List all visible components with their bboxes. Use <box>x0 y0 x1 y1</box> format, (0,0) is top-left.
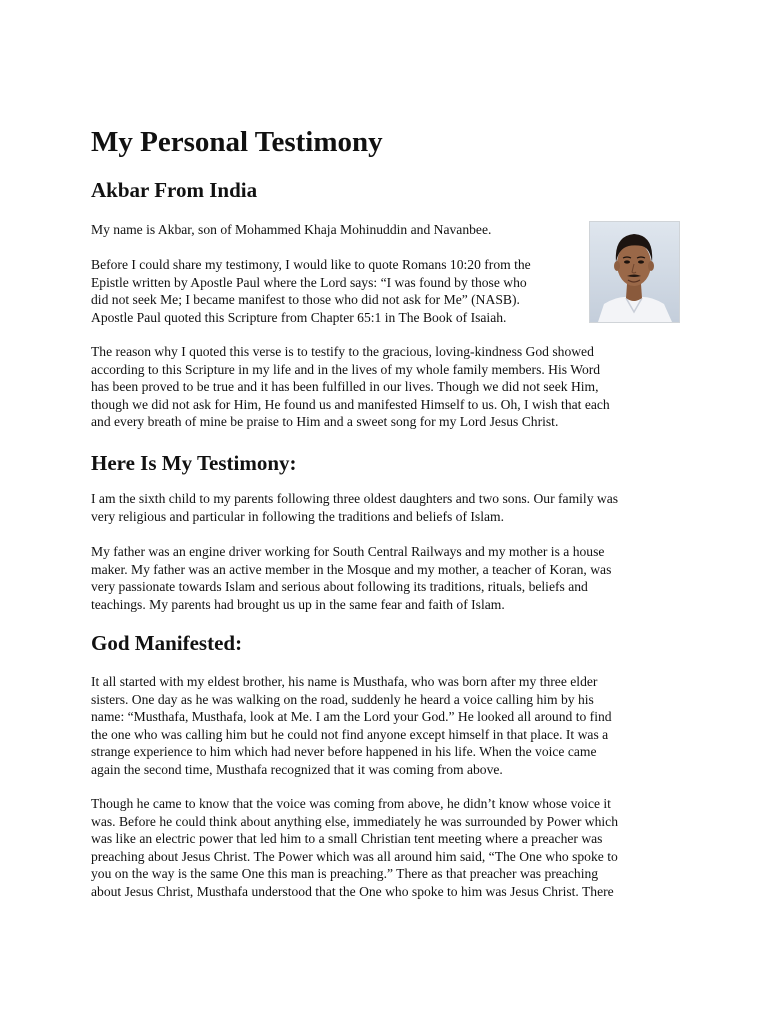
text-line: again the second time, Musthafa recognized that it was coming from above. <box>91 761 503 777</box>
heading-god-manifested: God Manifested: <box>91 631 243 655</box>
text-line: Epistle written by Apostle Paul where the Lord says: “I was found by those who <box>91 274 527 290</box>
text-line: The reason why I quoted this verse is to testify to the gracious, loving-kindness God showed <box>91 344 594 359</box>
text-line: Apostle Paul quoted this Scripture from Chapter 65:1 in The Book of Isaiah. <box>91 309 507 325</box>
brother-paragraph <box>91 673 612 778</box>
voice-paragraph <box>91 795 618 900</box>
text-line: about Jesus Christ, Musthafa understood that the One who spoke to him was Jesus Christ. There <box>91 883 614 899</box>
text-line: very passionate towards Islam and serious about following its traditions, rituals, beliefs and <box>91 579 588 594</box>
text-line: you on the way is the same One this man is preaching.” There as that preacher was preaching <box>91 866 599 881</box>
text-line: preaching about Jesus Christ. The Power which was all around him said, “The One who spoke to <box>91 848 618 864</box>
text-line: was. Before he could think about anything else, immediately he was surrounded by Power which <box>91 813 619 829</box>
text-line: I am the sixth child to my parents following three oldest daughters and two sons. Our family was <box>91 491 619 506</box>
text-line: My name is Akbar, son of Mohammed Khaja Mohinuddin and Navanbee. <box>91 222 492 237</box>
quote-paragraph <box>91 256 531 326</box>
text-line: according to this Scripture in my life and in the lives of my whole family members. His Word <box>91 361 601 377</box>
text-line: did not seek Me; I became manifest to those who did not ask for Me” (NASB). <box>91 292 520 307</box>
father-paragraph <box>91 543 611 613</box>
text-line: and every breath of mine be praise to Him and a sweet song for my Lord Jesus Christ. <box>91 414 559 429</box>
family-paragraph <box>91 490 618 525</box>
text-line: maker. My father was an active member in the Mosque and my mother, a teacher of Koran, was <box>91 561 612 577</box>
text-line: strange experience to him which had never before happened in his life. When the voice came <box>91 744 597 759</box>
text-line: the one who was calling him but he could not find anyone except himself in that place. It was a <box>91 726 609 742</box>
portrait-image <box>590 222 679 322</box>
text-line: very religious and particular in following the traditions and beliefs of Islam. <box>91 508 504 524</box>
page-title: My Personal Testimony <box>91 126 383 158</box>
text-line: My father was an engine driver working for South Central Railways and my mother is a house <box>91 544 605 559</box>
reason-paragraph <box>91 343 610 431</box>
author-photo <box>589 221 680 323</box>
text-line: though we did not ask for Him, He found us and manifested Himself to us. Oh, I wish that each <box>91 396 610 412</box>
text-line: sisters. One day as he was walking on the road, suddenly he heard a voice calling him by his <box>91 691 594 707</box>
text-line: Before I could share my testimony, I would like to quote Romans 10:20 from the <box>91 257 531 272</box>
text-line: was like an electric power that led him to a small Christian tent meeting where a preacher was <box>91 831 603 846</box>
heading-testimony: Here Is My Testimony: <box>91 451 297 475</box>
text-line: Though he came to know that the voice was coming from above, he didn’t know whose voice it <box>91 796 611 811</box>
text-line: has been proved to be true and it has been fulfilled in our lives. Though we did not seek Him, <box>91 379 599 394</box>
intro-paragraph <box>91 221 491 239</box>
text-line: It all started with my eldest brother, his name is Musthafa, who was born after my three elder <box>91 674 598 689</box>
page-subtitle: Akbar From India <box>91 178 258 202</box>
text-line: teachings. My parents had brought us up in the same fear and faith of Islam. <box>91 596 505 612</box>
text-line: name: “Musthafa, Musthafa, look at Me. I am the Lord your God.” He looked all around to find <box>91 709 612 724</box>
